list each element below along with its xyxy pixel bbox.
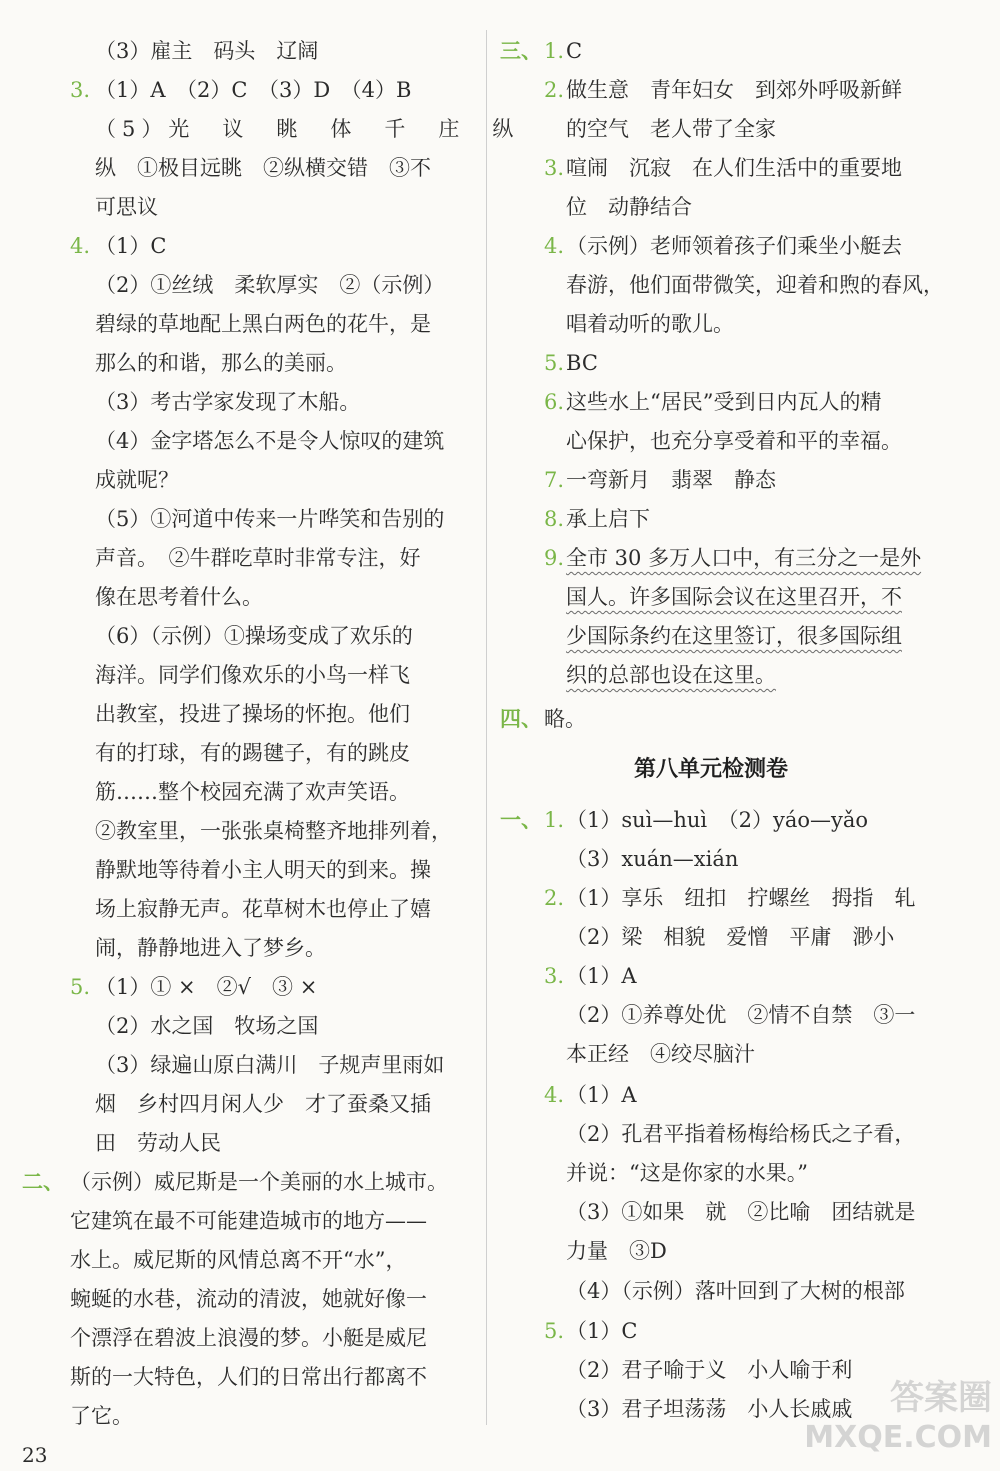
- answer-line: （1）① × ②√ ③ ×: [95, 975, 318, 999]
- answer-line: 蜿蜒的水巷，流动的清波，她就好像一: [70, 1287, 427, 1311]
- question-number: 1.: [544, 39, 565, 63]
- answer-line: （示例）老师领着孩子们乘坐小艇去: [566, 234, 902, 258]
- section-label: 二、: [22, 1169, 64, 1194]
- question-number: 1.: [544, 808, 565, 832]
- question-number: 5.: [70, 975, 91, 999]
- answer-line: （3）①如果 就 ②比喻 团结就是: [566, 1200, 916, 1224]
- answer-line: BC: [566, 351, 598, 375]
- answer-line: （1）C: [566, 1319, 638, 1343]
- answer-line: 场上寂静无声。花草树木也停止了嬉: [95, 897, 431, 921]
- answer-line: （2）孔君平指着杨梅给杨氏之子看，: [566, 1122, 916, 1146]
- answer-line: （3）考古学家发现了木船。: [95, 390, 361, 414]
- answer-line: 海洋。同学们像欢乐的小鸟一样飞: [95, 663, 410, 687]
- answer-line: （1）A: [566, 1083, 637, 1107]
- watermark-top: 答案圈: [890, 1378, 992, 1418]
- question-number: 3.: [70, 78, 91, 102]
- answer-line: 个漂浮在碧波上浪漫的梦。小艇是威尼: [70, 1326, 427, 1350]
- answer-line: 纵 ①极目远眺 ②纵横交错 ③不: [95, 156, 431, 180]
- answer-line: （6）（示例）①操场变成了欢乐的: [95, 624, 413, 648]
- answer-line: （示例）威尼斯是一个美丽的水上城市。: [70, 1170, 448, 1194]
- answer-line: 碧绿的草地配上黑白两色的花牛，是: [95, 312, 431, 336]
- answer-line: 唱着动听的歌儿。: [566, 312, 734, 336]
- question-number: 4.: [544, 1083, 565, 1107]
- answer-line: ②教室里，一张张桌椅整齐地排列着，: [95, 819, 452, 843]
- answer-line: （3）xuán—xián: [566, 847, 739, 871]
- answer-line: 出教室，投进了操场的怀抱。他们: [95, 702, 410, 726]
- answer-line: 的空气 老人带了全家: [566, 117, 776, 141]
- answer-line: 春游，他们面带微笑，迎着和煦的春风，: [566, 273, 944, 297]
- answer-line: （5）①河道中传来一片哗笑和告别的: [95, 507, 445, 531]
- column-divider: [486, 30, 487, 1425]
- answer-line: （3）雇主 码头 辽阔: [95, 39, 319, 63]
- question-number: 2.: [544, 78, 565, 102]
- question-number: 5.: [544, 1319, 565, 1343]
- answer-line: 筋……整个校园充满了欢声笑语。: [95, 780, 410, 804]
- answer-line: （2）①丝绒 柔软厚实 ②（示例）: [95, 273, 445, 297]
- answer-line: 国人。许多国际会议在这里召开，不: [566, 585, 902, 609]
- section-heading: 第八单元检测卷: [634, 757, 789, 782]
- answer-line: 略。: [544, 707, 586, 731]
- answer-line: 全市 30 多万人口中，有三分之一是外: [566, 546, 922, 570]
- answer-line: 并说：“这是你家的水果。”: [566, 1161, 808, 1185]
- question-number: 5.: [544, 351, 565, 375]
- answer-line: （3）绿遍山原白满川 子规声里雨如: [95, 1053, 445, 1077]
- answer-line: （5）光 议 眺 体 千 庄 纵: [95, 117, 520, 141]
- watermark-bottom: MXQE.COM: [804, 1420, 992, 1455]
- answer-line: 声音。 ②牛群吃草时非常专注，好: [95, 546, 421, 570]
- section-label: 四、: [500, 706, 542, 731]
- question-number: 3.: [544, 964, 565, 988]
- answer-line: 静默地等待着小主人明天的到来。操: [95, 858, 431, 882]
- answer-line: C: [566, 39, 583, 63]
- answer-line: 承上启下: [566, 507, 650, 531]
- answer-line: 像在思考着什么。: [95, 585, 263, 609]
- answer-line: 可思议: [95, 195, 158, 219]
- answer-line: （2）君子喻于义 小人喻于利: [566, 1358, 853, 1382]
- answer-line: 一弯新月 翡翠 静态: [566, 468, 776, 492]
- answer-line: 这些水上“居民”受到日内瓦人的精: [566, 390, 882, 414]
- question-number: 4.: [544, 234, 565, 258]
- question-number: 7.: [544, 468, 565, 492]
- answer-line: （2）①养尊处优 ②情不自禁 ③一: [566, 1003, 916, 1027]
- section-label: 一、: [500, 807, 542, 832]
- answer-line: 位 动静结合: [566, 195, 692, 219]
- question-number: 6.: [544, 390, 565, 414]
- answer-line: （1）suì—huì （2）yáo—yǎo: [566, 808, 869, 832]
- answer-line: （4）金字塔怎么不是令人惊叹的建筑: [95, 429, 445, 453]
- answer-line: 本正经 ④绞尽脑汁: [566, 1042, 755, 1066]
- answer-line: （1）A: [566, 964, 637, 988]
- answer-line: 心保护，也充分享受着和平的幸福。: [566, 429, 902, 453]
- answer-line: 它建筑在最不可能建造城市的地方——: [70, 1209, 427, 1233]
- answer-line: 烟 乡村四月闲人少 才了蚕桑又插: [95, 1092, 431, 1116]
- answer-line: 那么的和谐，那么的美丽。: [95, 351, 347, 375]
- section-label: 三、: [500, 38, 542, 63]
- answer-line: 喧闹 沉寂 在人们生活中的重要地: [566, 156, 902, 180]
- answer-line: （2）梁 相貌 爱憎 平庸 渺小: [566, 925, 895, 949]
- question-number: 9.: [544, 546, 565, 570]
- answer-line: 织的总部也设在这里。: [566, 663, 776, 687]
- watermark-logo: [804, 1378, 992, 1458]
- question-number: 2.: [544, 886, 565, 910]
- answer-line: （2）水之国 牧场之国: [95, 1014, 319, 1038]
- answer-line: 成就呢？: [95, 468, 179, 492]
- answer-line: 了它。: [70, 1404, 133, 1428]
- question-number: 8.: [544, 507, 565, 531]
- answer-line: 田 劳动人民: [95, 1131, 221, 1155]
- answer-line: 少国际条约在这里签订，很多国际组: [566, 624, 902, 648]
- answer-line: （4）（示例）落叶回到了大树的根部: [566, 1279, 905, 1303]
- answer-line: （3）君子坦荡荡 小人长戚戚: [566, 1397, 853, 1421]
- answer-line: （1）C: [95, 234, 167, 258]
- answer-line: 力量 ③D: [566, 1239, 667, 1263]
- question-number: 4.: [70, 234, 91, 258]
- answer-line: （1）享乐 纽扣 拧螺丝 拇指 轧: [566, 886, 916, 910]
- answer-line: 闹，静静地进入了梦乡。: [95, 936, 326, 960]
- page-number: 23: [22, 1443, 48, 1467]
- answer-line: （1）A （2）C （3）D （4）B: [95, 78, 412, 102]
- answer-line: 有的打球，有的踢毽子，有的跳皮: [95, 741, 410, 765]
- question-number: 3.: [544, 156, 565, 180]
- answer-line: 斯的一大特色，人们的日常出行都离不: [70, 1365, 427, 1389]
- answer-line: 做生意 青年妇女 到郊外呼吸新鲜: [566, 78, 902, 102]
- answer-line: 水上。威尼斯的风情总离不开“水”，: [70, 1248, 407, 1272]
